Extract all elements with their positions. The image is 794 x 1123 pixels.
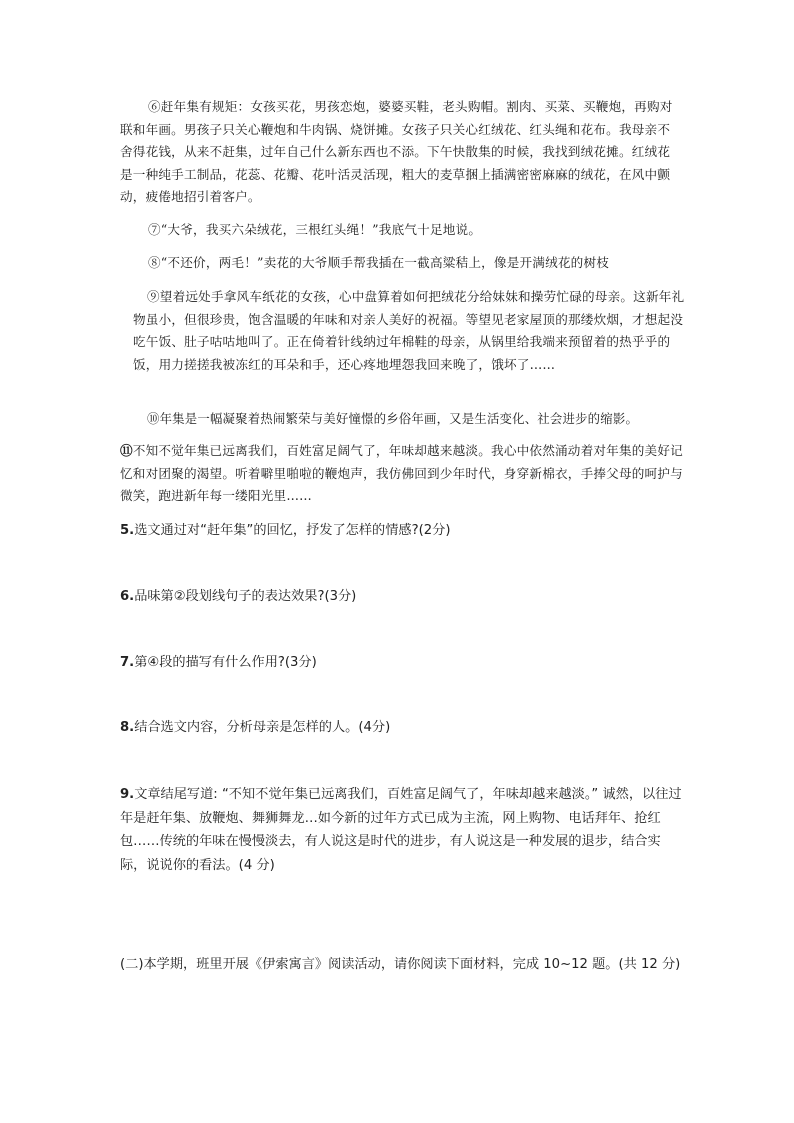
question-8-number: 8.	[120, 720, 135, 735]
question-5	[120, 520, 700, 543]
paragraph-11-number: ⑪	[120, 443, 133, 458]
question-7-text: 第④段的描写有什么作用?(3分)	[134, 655, 317, 670]
passage-paragraph-11	[120, 440, 686, 508]
question-9-number: 9.	[120, 787, 135, 802]
passage-paragraph-9: ⑨望着远处手拿风车纸花的女孩，心中盘算着如何把绒花分给妹妹和操劳忙碌的母亲。这新年礼物虽小，但很珍贵，饱含温暖的年味和对亲人美好的祝福。等望见老家屋顶的那缕炊烟，才想起没吃午饭、肚子咕咕地叫了。正在倚着针线纳过年棉鞋的母亲，从锅里给我端来预留着的热乎乎的饭，用力搓搓我被冻红的耳朵和手，还心疼地埋怨我回来晚了，饿坏了……	[133, 289, 685, 372]
question-7-number: 7.	[120, 655, 135, 670]
question-6-text: 品味第②段划线句子的表达效果?(3分)	[134, 589, 357, 604]
section-2-intro: (二)本学期，班里开展《伊索寓言》阅读活动，请你阅读下面材料，完成 10~12 题。(共 12 分)	[120, 957, 681, 972]
question-6-number: 6.	[120, 589, 135, 604]
question-8	[120, 717, 700, 740]
question-7	[120, 652, 700, 675]
passage-paragraph-8: ⑧“不还价，两毛！”卖花的大爷顺手帮我插在一截高粱秸上，像是开满绒花的树枝	[148, 255, 610, 270]
passage-paragraph-10: ⑩年集是一幅凝聚着热闹繁荣与美好憧憬的乡俗年画，又是生活变化、社会进步的缩影。	[147, 411, 639, 426]
paragraph-11-text: 不知不觉年集已远离我们，百姓富足阔气了，年味却越来越淡。我心中依然涌动着对年集的美好记忆和对团聚的渴望。听着噼里啪啦的鞭炮声，我仿佛回到少年时代，身穿新棉衣，手捧父母的呵护与微笑，跑进新年每一缕阳光里……	[120, 443, 683, 503]
question-9-text: 文章结尾写道: “不知不觉年集已远离我们，百姓富足阔气了，年味却越来越淡。” 诚然，以往过年是赶年集、放鞭炮、舞狮舞龙…如今新的过年方式已成为主流，网上购物、电话拜年、抢红包……传统的年味在慢慢淡去，有人说这是时代的进步，有人说这是一种发展的退步，结合实际，说说你的看法。(4 分)	[120, 787, 682, 873]
question-5-number: 5.	[120, 523, 135, 538]
question-5-text: 选文通过对“赶年集”的回忆，抒发了怎样的情感?(2分)	[134, 523, 451, 538]
passage-paragraph-7: ⑦“大爷，我买六朵绒花，三根红头绳！”我底气十足地说。	[148, 222, 482, 237]
question-9	[120, 783, 682, 877]
question-8-text: 结合选文内容，分析母亲是怎样的人。(4分)	[134, 720, 391, 735]
question-6	[120, 586, 700, 609]
passage-paragraph-6: ⑥赶年集有规矩：女孩买花，男孩恋炮，婆婆买鞋，老头购帽。割肉、买菜、买鞭炮，再购对联和年画。男孩子只关心鞭炮和牛肉锅、烧饼摊。女孩子只关心红绒花、红头绳和花布。我母亲不舍得花钱，从来不赶集，过年自己什么新东西也不添。下午快散集的时候，我找到绒花摊。红绒花是一种纯手工制品，花蕊、花瓣、花叶活灵活现，粗大的麦草捆上插满密密麻麻的绒花，在风中颤动，疲倦地招引着客户。	[120, 99, 673, 204]
